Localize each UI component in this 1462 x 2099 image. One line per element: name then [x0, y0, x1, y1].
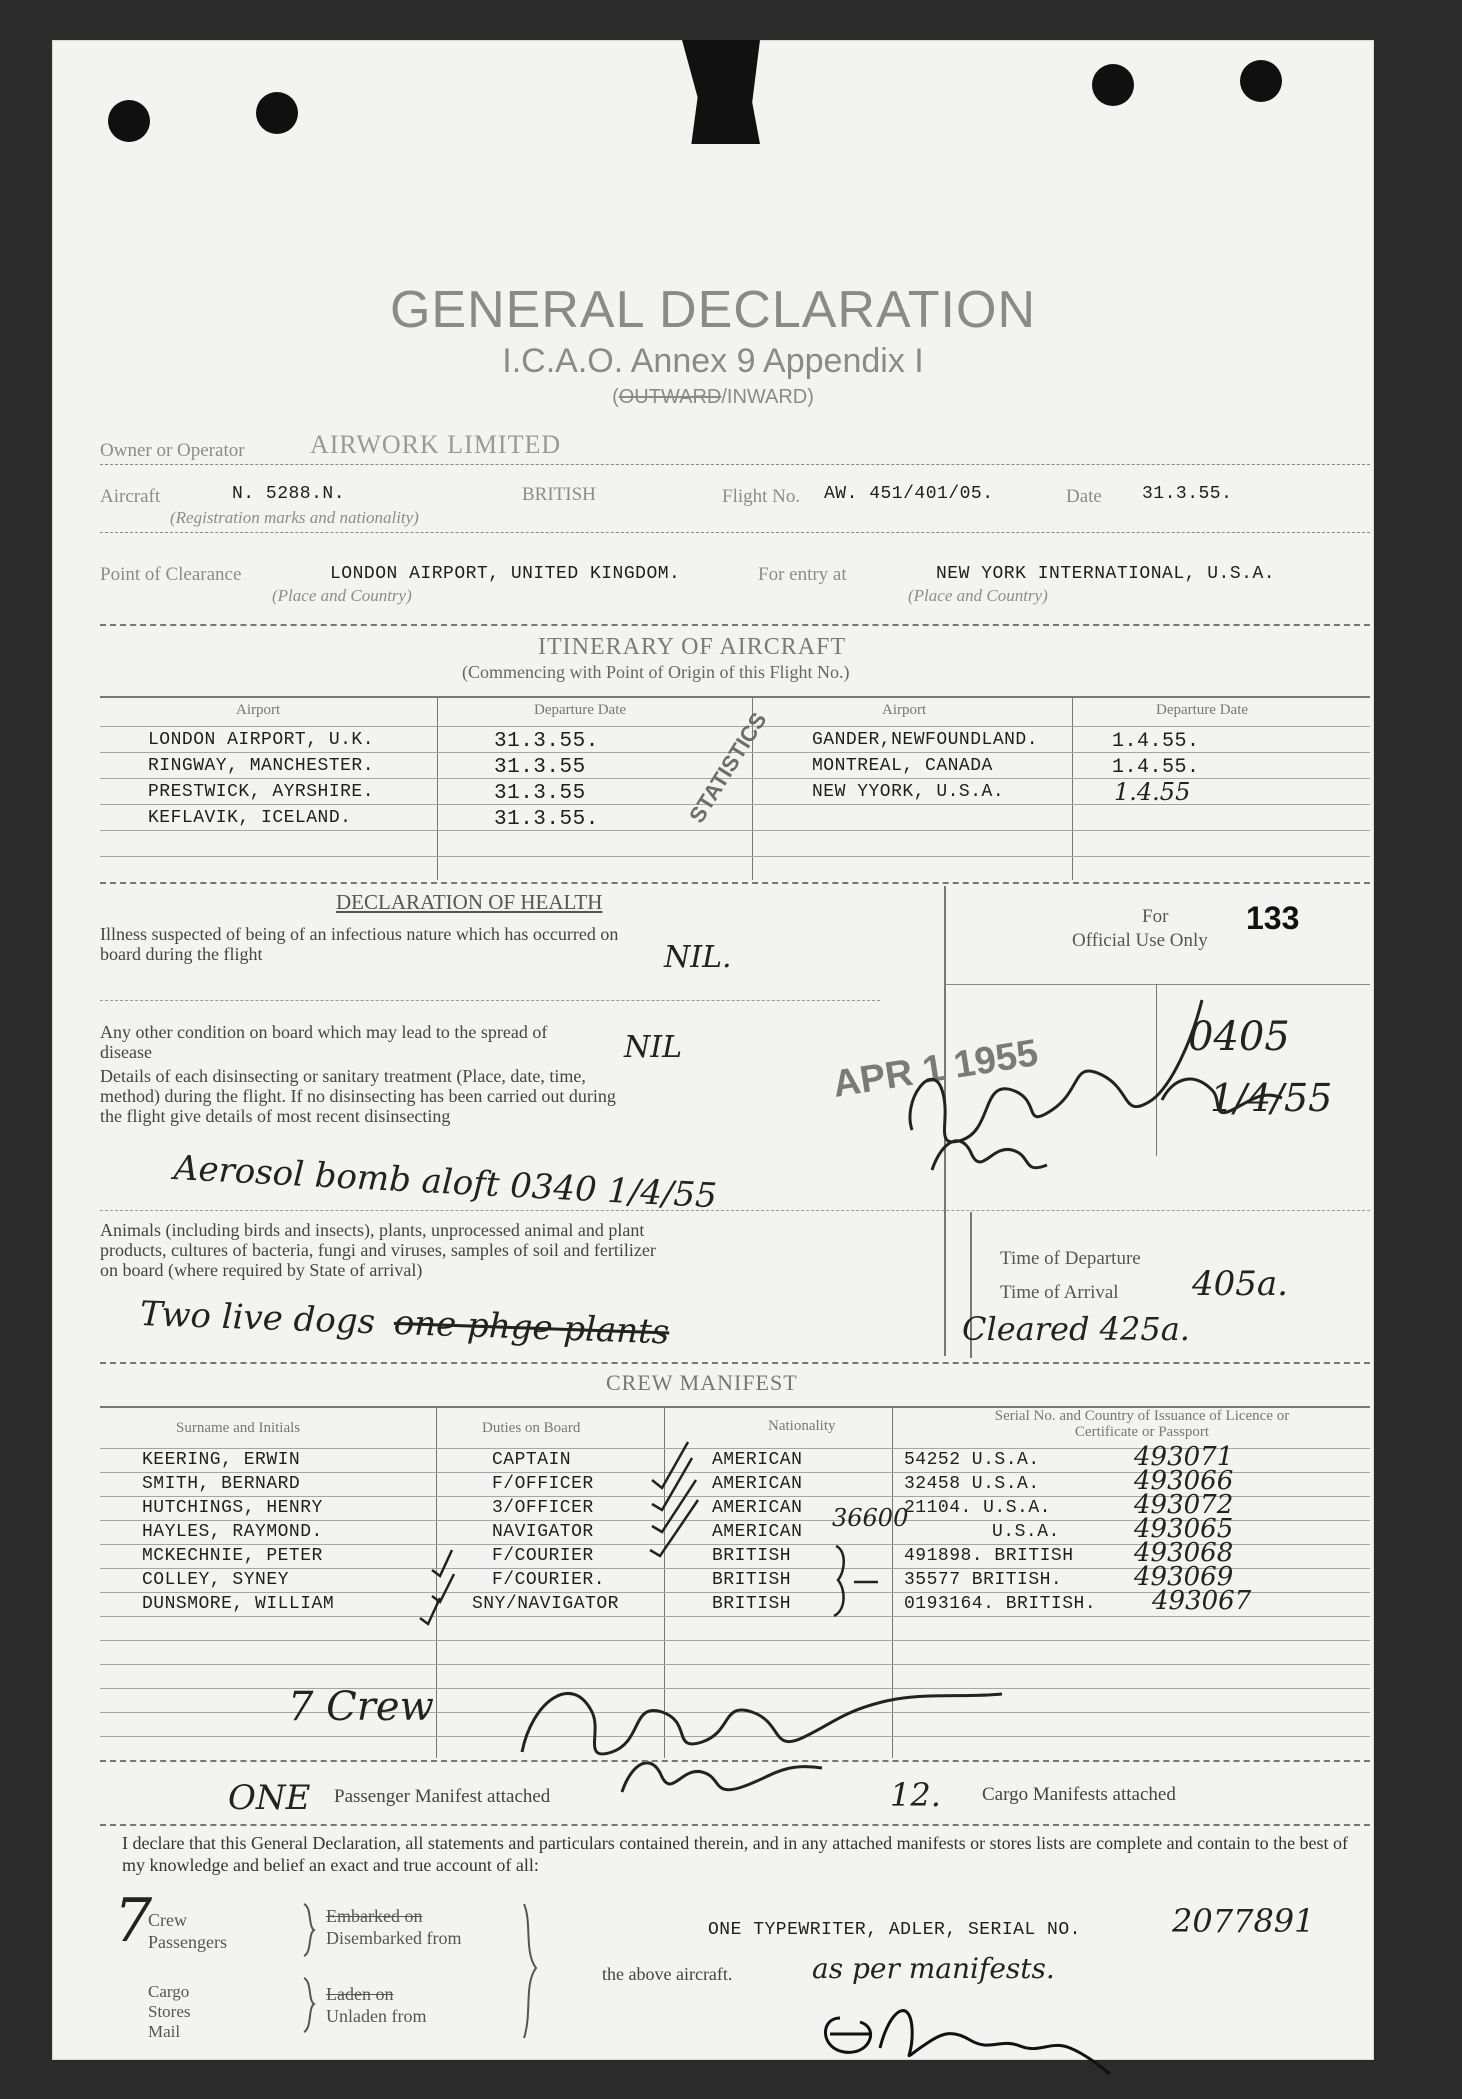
unladen-label: Unladen from: [326, 2006, 427, 2026]
crew-check-marks: [392, 1440, 772, 1640]
declaration-braces: [298, 1902, 558, 2072]
crew-title: CREW MANIFEST: [606, 1370, 798, 1395]
crew-row-5-nat: BRITISH: [712, 1546, 792, 1566]
itin-left-row-2-date: 31.3.55: [494, 756, 586, 779]
punch-hole-right-1: [1092, 64, 1134, 106]
crew-row-1-nat: AMERICAN: [712, 1450, 803, 1470]
health-q2: Any other condition on board which may lead to the spread of disease: [100, 1022, 548, 1062]
itin-left-row-3-airport: PRESTWICK, AYRSHIRE.: [148, 782, 375, 802]
received-date-stamp: APR 1 1955: [829, 1032, 1041, 1106]
above-aircraft-label: the above aircraft.: [602, 1964, 733, 1984]
crew-col-serial: Serial No. and Country of Issuance of Licence or Certificate or Passport: [994, 1408, 1290, 1440]
form-title: GENERAL DECLARATION: [389, 281, 1037, 339]
health-a4-struck: one phge plants: [393, 1302, 670, 1353]
crew-row-4-hand: 493065: [1134, 1514, 1234, 1544]
captain-signature: [800, 1988, 1120, 2078]
crew-row-7-nat: BRITISH: [712, 1594, 792, 1614]
crew-row-4-duty: NAVIGATOR: [492, 1522, 594, 1542]
crew-row-2-serial: 32458 U.S.A.: [904, 1474, 1040, 1494]
itin-right-row-1-airport: GANDER,NEWFOUNDLAND.: [812, 730, 1039, 750]
crew-row-1-name: KEERING, ERWIN: [142, 1450, 301, 1470]
crew-row-5-duty: F/COURIER: [492, 1546, 594, 1566]
itin-right-row-2-airport: MONTREAL, CANADA: [812, 756, 993, 776]
typewriter-line: ONE TYPEWRITER, ADLER, SERIAL NO.: [708, 1920, 1081, 1940]
form-direction: (OUTWARD/INWARD): [612, 386, 814, 408]
itin-right-row-3-airport: NEW YYORK, U.S.A.: [812, 782, 1005, 802]
clearance-label: Point of Clearance: [100, 564, 242, 585]
owner-label: Owner or Operator: [100, 440, 245, 461]
typewriter-serial-hand: 2077891: [1172, 1902, 1315, 1940]
crew-row-7-duty: SNY/NAVIGATOR: [472, 1594, 619, 1614]
declaration-form: [52, 40, 1374, 2060]
aircraft-registration: N. 5288.N.: [232, 484, 346, 504]
itinerary-subtitle: (Commencing with Point of Origin of this Flight No.): [462, 662, 850, 682]
cargo-manifest-label: Cargo Manifests attached: [982, 1784, 1176, 1805]
inspector-signature-2: [502, 1642, 1022, 1802]
crew-row-6-duty: F/COURIER.: [492, 1570, 606, 1590]
entry-label: For entry at: [758, 564, 847, 585]
embarked-label: Embarked on: [326, 1906, 423, 1926]
health-a1: NIL.: [664, 940, 732, 975]
crew-row-1-duty: CAPTAIN: [492, 1450, 572, 1470]
disembarked-label: Disembarked from: [326, 1928, 462, 1948]
departure-time-label: Time of Departure: [1000, 1248, 1141, 1269]
official-date-hand: 1/4/55: [1210, 1076, 1333, 1120]
entry-sub: (Place and Country): [908, 586, 1048, 605]
crew-col-duties: Duties on Board: [482, 1420, 581, 1436]
crew-row-5-serial: 491898. BRITISH: [904, 1546, 1074, 1566]
health-title: DECLARATION OF HEALTH: [336, 890, 603, 914]
crew-hand-note: 36600: [832, 1504, 909, 1532]
crew-row-1-hand: 493071: [1134, 1442, 1234, 1472]
crew-row-3-serial: 21104. U.S.A.: [904, 1498, 1051, 1518]
health-a4-kept: Two live dogs: [139, 1294, 376, 1343]
itin-col-date-right: Departure Date: [1156, 702, 1249, 718]
declaration-text: I declare that this General Declaration, all statements and particulars contained therein, and in any attached manifests or stores lists are complete and contain to the best of my knowledge and belief an exact and true account of all:: [122, 1833, 1349, 1875]
itin-col-date-left: Departure Date: [534, 702, 627, 718]
crew-bracket-mark: [826, 1540, 906, 1620]
arrival-time-value: 405a.: [1192, 1264, 1288, 1304]
cargo-manifest-count: 12.: [890, 1776, 941, 1814]
crew-row-3-nat: AMERICAN: [712, 1498, 803, 1518]
health-q4: Animals (including birds and insects), plants, unprocessed animal and plant products, cultures of bacteria, fungi and viruses, samples of soil and fertilizer on board (where required by State of arrival): [100, 1220, 656, 1280]
clearance-value: LONDON AIRPORT, UNITED KINGDOM.: [330, 564, 681, 584]
itin-left-row-3-date: 31.3.55: [494, 782, 586, 805]
crew-row-7-name: DUNSMORE, WILLIAM: [142, 1594, 335, 1614]
crew-row-3-hand: 493072: [1134, 1490, 1234, 1520]
entry-value: NEW YORK INTERNATIONAL, U.S.A.: [936, 564, 1276, 584]
arrival-time-label: Time of Arrival: [1000, 1282, 1119, 1303]
official-use-label-2: Official Use Only: [1072, 930, 1208, 951]
health-a2: NIL: [624, 1030, 683, 1065]
itin-col-airport-left: Airport: [236, 702, 281, 718]
passengers-label: Passengers: [148, 1932, 227, 1952]
crew-row-6-hand: 493069: [1134, 1562, 1234, 1592]
aircraft-sub: (Registration marks and nationality): [170, 508, 419, 527]
health-q3: Details of each disinsecting or sanitary treatment (Place, date, time, method) during the flight. If no disinsecting has been carried out during the flight give details of most recent disinsecting: [100, 1066, 616, 1126]
crew-row-2-name: SMITH, BERNARD: [142, 1474, 301, 1494]
crew-col-name: Surname and Initials: [176, 1420, 301, 1436]
crew-row-5-name: MCKECHNIE, PETER: [142, 1546, 323, 1566]
date-label: Date: [1066, 486, 1102, 507]
crew-row-6-name: COLLEY, SYNEY: [142, 1570, 289, 1590]
itin-left-row-2-airport: RINGWAY, MANCHESTER.: [148, 756, 375, 776]
itin-right-row-1-date: 1.4.55.: [1112, 730, 1200, 753]
mail-label: Mail: [148, 2022, 181, 2041]
date-value: 31.3.55.: [1142, 484, 1233, 504]
crew-row-2-hand: 493066: [1134, 1466, 1234, 1496]
punch-hole-left-1: [108, 100, 150, 142]
official-use-number: 133: [1246, 900, 1300, 936]
statistics-stamp: STATISTICS: [684, 707, 772, 828]
official-time-hand: 0405: [1188, 1014, 1290, 1060]
itin-left-row-1-date: 31.3.55.: [494, 730, 599, 753]
crew-row-1-serial: 54252 U.S.A.: [904, 1450, 1040, 1470]
crew-row-4-serial: U.S.A.: [992, 1522, 1060, 1542]
itin-left-row-1-airport: LONDON AIRPORT, U.K.: [148, 730, 375, 750]
declared-crew-number: 7: [114, 1886, 153, 1956]
official-use-label-1: For: [1142, 906, 1169, 927]
health-q1: Illness suspected of being of an infectious nature which has occurred on board during the flight: [100, 924, 619, 964]
itinerary-title: ITINERARY OF AIRCRAFT: [538, 634, 847, 660]
itin-col-airport-right: Airport: [882, 702, 927, 718]
crew-row-6-nat: BRITISH: [712, 1570, 792, 1590]
staple-tear: [682, 40, 760, 144]
itin-right-row-2-date: 1.4.55.: [1112, 756, 1200, 779]
laden-label: Laden on: [326, 1984, 394, 2004]
as-per-manifests-hand: as per manifests.: [812, 1952, 1055, 1985]
form-subtitle: I.C.A.O. Annex 9 Appendix I: [502, 342, 924, 380]
passenger-manifest-count: ONE: [228, 1778, 311, 1818]
passenger-manifest-label: Passenger Manifest attached: [334, 1786, 551, 1807]
punch-hole-right-2: [1240, 60, 1282, 102]
itin-left-row-4-date: 31.3.55.: [494, 808, 599, 831]
health-a4: [139, 1294, 670, 1352]
cargo-label: Cargo: [148, 1982, 190, 2001]
crew-row-3-duty: 3/OFFICER: [492, 1498, 594, 1518]
crew-row-3-name: HUTCHINGS, HENRY: [142, 1498, 323, 1518]
itin-right-row-3-date: 1.4.55: [1114, 778, 1191, 806]
crew-row-4-name: HAYLES, RAYMOND.: [142, 1522, 323, 1542]
stores-label: Stores: [148, 2002, 191, 2021]
flight-number: AW. 451/401/05.: [824, 484, 994, 504]
crew-row-7-hand: 493067: [1152, 1586, 1252, 1616]
aircraft-nationality: BRITISH: [522, 484, 596, 505]
crew-row-2-duty: F/OFFICER: [492, 1474, 594, 1494]
owner-value: AIRWORK LIMITED: [310, 430, 562, 459]
crew-count-hand: 7 Crew: [288, 1684, 434, 1730]
crew-row-4-nat: AMERICAN: [712, 1522, 803, 1542]
punch-hole-left-2: [256, 92, 298, 134]
inspector-signature-1: [872, 980, 1332, 1180]
flight-label: Flight No.: [722, 486, 801, 507]
crew-row-5-hand: 493068: [1134, 1538, 1234, 1568]
crew-row-6-serial: 35577 BRITISH.: [904, 1570, 1063, 1590]
clearance-sub: (Place and Country): [272, 586, 412, 605]
crew-row-2-nat: AMERICAN: [712, 1474, 803, 1494]
itin-left-row-4-airport: KEFLAVIK, ICELAND.: [148, 808, 352, 828]
health-a3: Aerosol bomb aloft 0340 1/4/55: [172, 1148, 718, 1217]
cleared-time-value: Cleared 425a.: [962, 1310, 1190, 1348]
crew-col-nationality: Nationality: [768, 1418, 836, 1434]
aircraft-label: Aircraft: [100, 486, 161, 507]
crew-label: Crew: [148, 1910, 187, 1930]
crew-row-7-serial: 0193164. BRITISH.: [904, 1594, 1097, 1614]
